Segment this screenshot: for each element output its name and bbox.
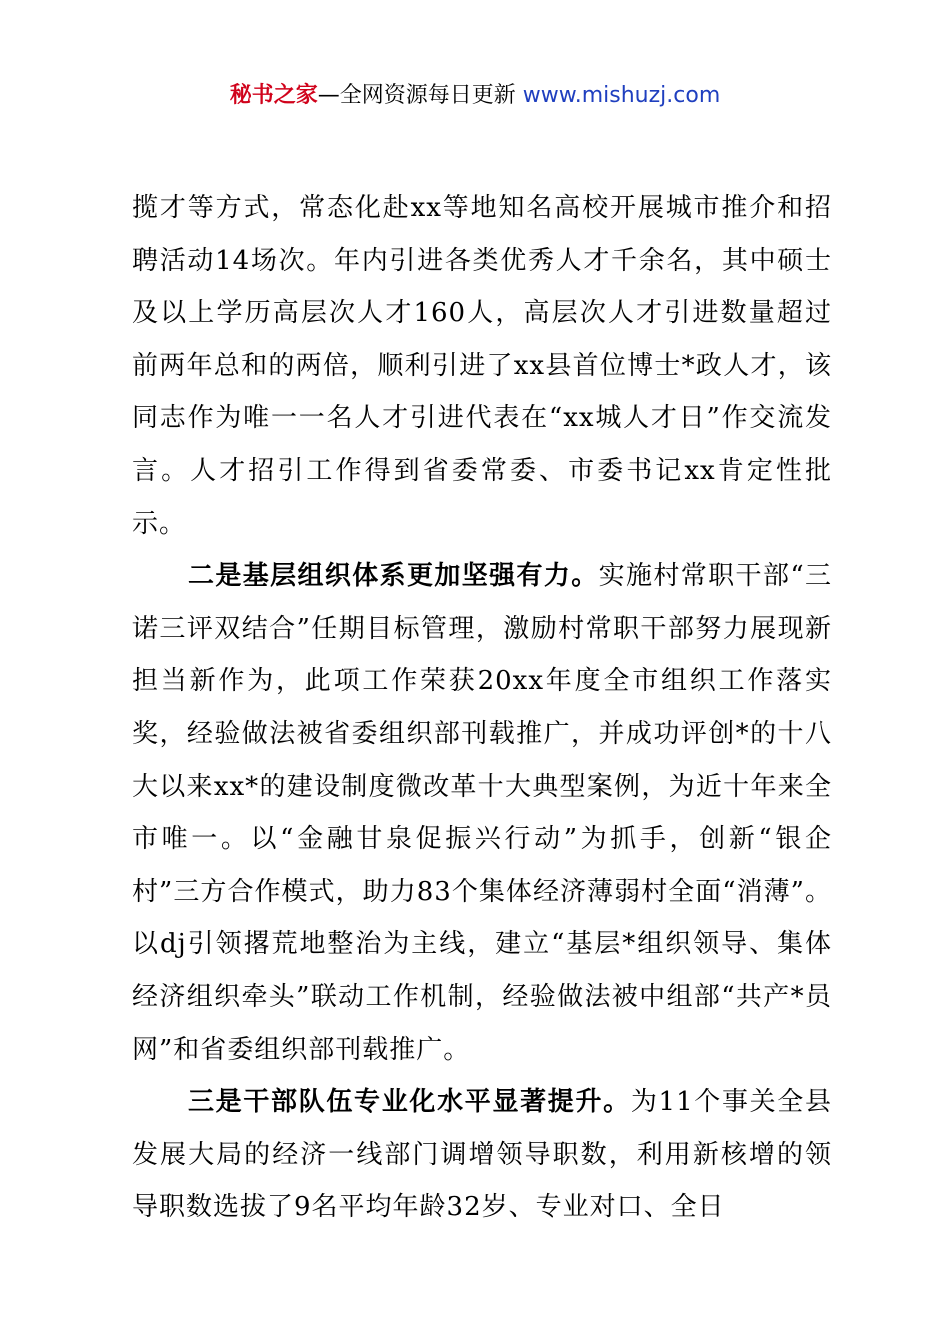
paragraph-2 (132, 550, 832, 1076)
brand-name: 秘书之家 (229, 83, 318, 108)
paragraph-1 (132, 182, 832, 550)
paragraph-3-text: 为11个事关全县发展大局的经济一线部门调增领导职数，利用新核增的领导职数选拔了9名平均年龄32岁、专业对口、全日 (132, 1087, 832, 1223)
paragraph-3 (132, 1076, 832, 1234)
paragraph-2-heading: 二是基层组织体系更加坚强有力。 (188, 561, 599, 592)
paragraph-3-heading: 三是干部队伍专业化水平显著提升。 (188, 1087, 631, 1118)
paragraph-2-text: 实施村常职干部“三诺三评双结合”任期目标管理，激励村常职干部努力展现新担当新作为，此项工作荣获20xx年度全市组织工作落实奖，经验做法被省委组织部刊载推广，并成功评创*的十八大以来xx*的建设制度微改革十大典型案例，为近十年来全市唯一。以“金融甘泉促振兴行动”为抓手，创新“银企村”三方合作模式，助力83个集体经济薄弱村全面“消薄”。以dj引领撂荒地整治为主线，建立“基层*组织领导、集体经济组织牵头”联动工作机制，经验做法被中组部“共产*员网”和省委组织部刊载推广。 (132, 561, 832, 1065)
header-url-link[interactable]: www.mishuzj.com (522, 83, 721, 108)
paragraph-1-text: 揽才等方式，常态化赴xx等地知名高校开展城市推介和招聘活动14场次。年内引进各类优秀人才千余名，其中硕士及以上学历高层次人才160人，高层次人才引进数量超过前两年总和的两倍，顺利引进了xx县首位博士*政人才，该同志作为唯一一名人才引进代表在“xx城人才日”作交流发言。人才招引工作得到省委常委、市委书记xx肯定性批示。 (132, 193, 832, 539)
header-tagline: —全网资源每日更新 (317, 83, 523, 108)
page-header (0, 80, 950, 112)
document-body (132, 182, 832, 1234)
